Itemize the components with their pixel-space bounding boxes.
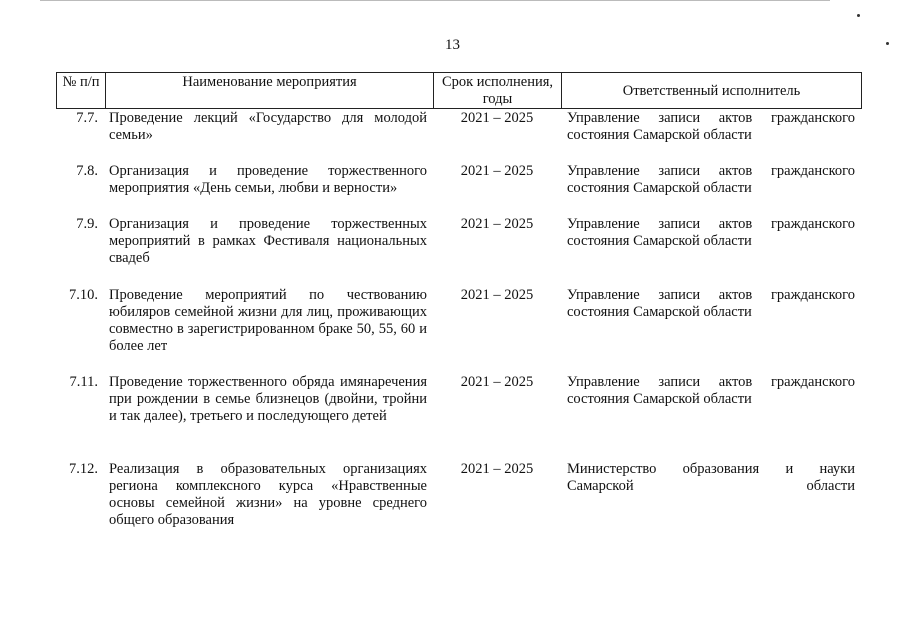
page-number: 13 bbox=[445, 37, 460, 53]
header-responsible: Ответственный исполнитель bbox=[561, 72, 862, 109]
row-number: 7.11. bbox=[69, 374, 98, 390]
deadline: 2021 – 2025 bbox=[460, 216, 534, 232]
header-event-name: Наименование мероприятия bbox=[105, 72, 433, 109]
responsible: Управление записи актов гражданского состояния Самарской области bbox=[567, 110, 855, 143]
event-name: Проведение торжественного обряда имянаречения при рождении в семье близнецов (двойни, тройни и так далее), третьего и последующего детей bbox=[109, 374, 427, 424]
responsible: Управление записи актов гражданского состояния Самарской области bbox=[567, 374, 855, 407]
event-name: Организация и проведение торжественных мероприятий в рамках Фестиваля национальных свадеб bbox=[109, 216, 427, 266]
event-name: Реализация в образовательных организациях региона комплексного курса «Нравственные основы семейной жизни» на уровне среднего общего образования bbox=[109, 461, 427, 528]
deadline: 2021 – 2025 bbox=[460, 110, 534, 126]
event-name: Организация и проведение торжественного мероприятия «День семьи, любви и верности» bbox=[109, 163, 427, 196]
scan-top-edge bbox=[40, 0, 830, 1]
deadline: 2021 – 2025 bbox=[460, 461, 534, 477]
responsible: Управление записи актов гражданского состояния Самарской области bbox=[567, 163, 855, 196]
row-number: 7.8. bbox=[76, 163, 98, 179]
deadline: 2021 – 2025 bbox=[460, 374, 534, 390]
event-name: Проведение мероприятий по чествованию юбиляров семейной жизни для лиц, проживающих совместно в зарегистрированном браке 50, 55, 60 и более лет bbox=[109, 287, 427, 354]
responsible: Министерство образования и науки Самарской области bbox=[567, 461, 855, 494]
row-number: 7.9. bbox=[76, 216, 98, 232]
row-number: 7.10. bbox=[69, 287, 98, 303]
scan-speck bbox=[857, 14, 860, 17]
deadline: 2021 – 2025 bbox=[460, 163, 534, 179]
row-number: 7.12. bbox=[69, 461, 98, 477]
deadline: 2021 – 2025 bbox=[460, 287, 534, 303]
row-number: 7.7. bbox=[76, 110, 98, 126]
header-number: № п/п bbox=[56, 72, 105, 109]
responsible: Управление записи актов гражданского состояния Самарской области bbox=[567, 216, 855, 249]
event-name: Проведение лекций «Государство для молодой семьи» bbox=[109, 110, 427, 143]
header-deadline: Срок исполнения, годы bbox=[433, 72, 561, 109]
responsible: Управление записи актов гражданского состояния Самарской области bbox=[567, 287, 855, 320]
